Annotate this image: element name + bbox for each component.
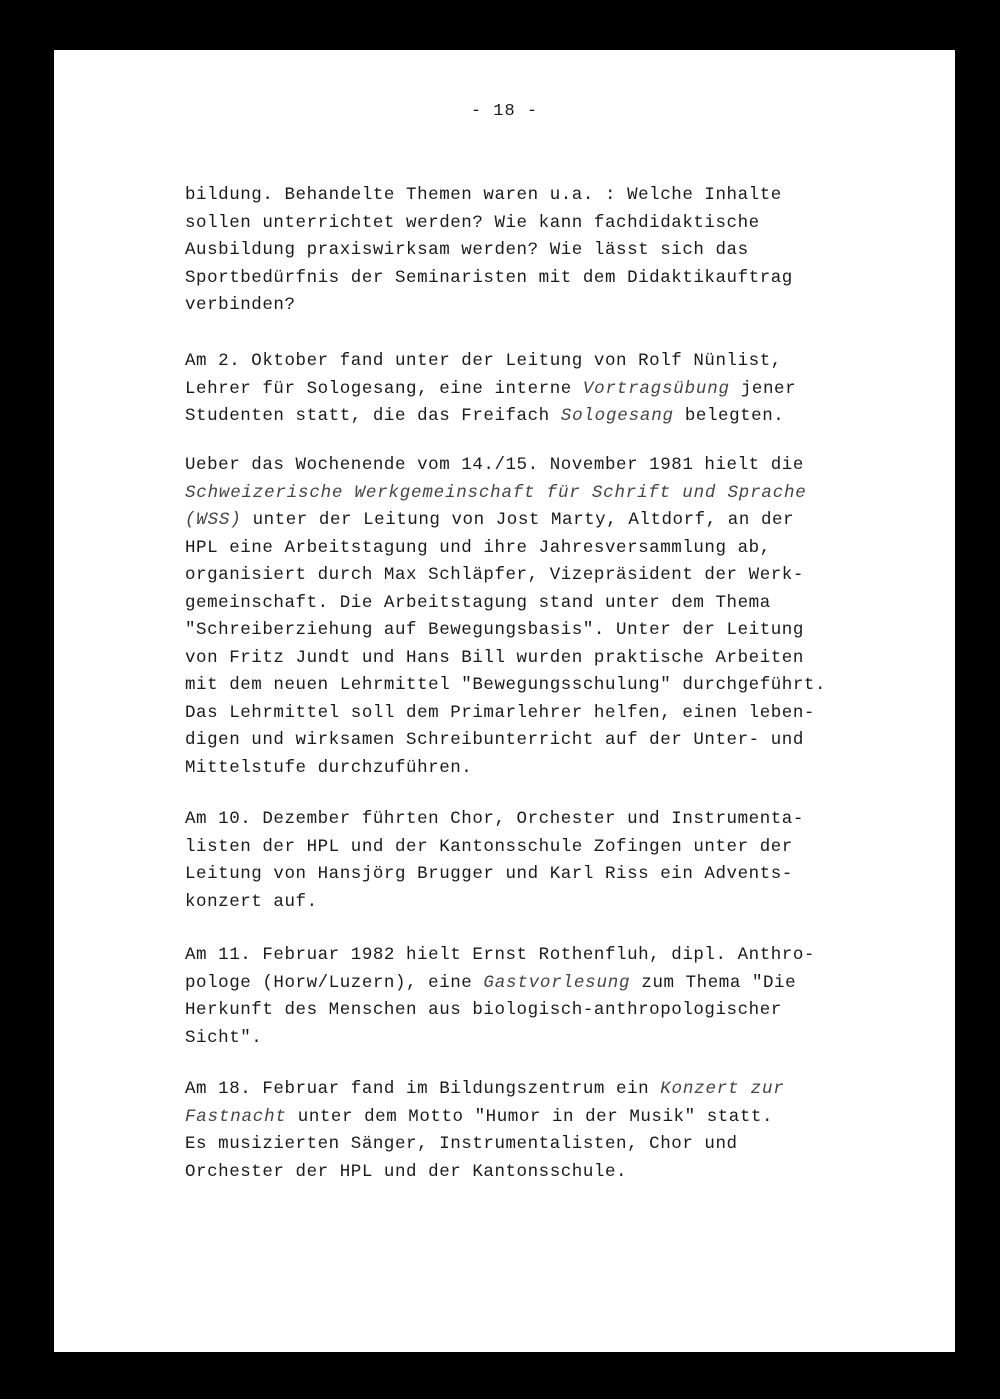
page-number: - 18 - [470,102,539,121]
text-line: listen der HPL und der Kantonsschule Zofingen unter der [185,836,793,857]
text-line [185,507,885,535]
text-fragment: zum Thema "Die [641,972,797,993]
paragraph-2 [185,348,885,431]
text-line: konzert auf. [185,891,318,912]
text-fragment: Studenten statt, die das Freifach [185,406,550,426]
text-line [185,403,885,431]
text-line: Ausbildung praxiswirksam werden? Wie lässt sich das [185,240,749,260]
text-line: "Schreiberziehung auf Bewegungsbasis". Unter der Leitung [185,620,804,640]
paragraph-1 [185,182,885,320]
text-fragment: Am 18. Februar fand im Bildungszentrum ein [185,1079,650,1099]
text-line [185,970,885,998]
text-line: Herkunft des Menschen aus biologisch-anthropologischer [185,1000,782,1020]
text-line: Es musizierten Sänger, Instrumentalisten, Chor und [185,1134,738,1154]
paragraph-6 [185,1076,885,1186]
text-line: gemeinschaft. Die Arbeitstagung stand unter dem Thema [185,592,771,613]
text-fragment: unter dem Motto "Humor in der Musik" statt. [297,1106,774,1127]
text-line: Mittelstufe durchzuführen. [185,757,473,778]
document-page [54,50,955,1352]
text-line: Leitung von Hansjörg Brugger und Karl Riss ein Advents- [185,864,793,884]
paragraph-5 [185,942,885,1052]
text-line: HPL eine Arbeitstagung und ihre Jahresversammlung ab, [185,537,771,558]
text-fragment: pologe (Horw/Luzern), eine [185,972,473,993]
italic-term: (WSS) [185,510,242,530]
text-fragment: Lehrer für Sologesang, eine interne [185,378,572,399]
text-fragment: unter der Leitung von Jost Marty, Altdorf, an der [252,510,795,530]
text-line: Am 2. Oktober fand unter der Leitung von Rolf Nünlist, [185,351,782,371]
text-line: Sportbedürfnis der Seminaristen mit dem Didaktikauftrag [185,267,793,288]
text-line [185,480,885,508]
text-fragment: belegten. [684,406,785,426]
text-line [185,1104,885,1132]
text-line [185,1076,885,1104]
text-line: bildung. Behandelte Themen waren u.a. : Welche Inhalte [185,185,782,205]
italic-term: Sologesang [560,406,674,426]
italic-term: Schweizerische Werkgemeinschaft für Schrift und Sprache [185,482,807,503]
text-line: Das Lehrmittel soll dem Primarlehrer helfen, einen leben- [185,702,815,723]
text-line: organisiert durch Max Schläpfer, Vizepräsident der Werk- [185,565,804,585]
text-line: digen und wirksamen Schreibunterricht auf der Unter- und [185,730,804,750]
text-line: sollen unterrichtet werden? Wie kann fachdidaktische [185,212,760,233]
text-line: Am 10. Dezember führten Chor, Orchester und Instrumenta- [185,809,804,829]
paragraph-3 [185,452,885,782]
italic-term: Gastvorlesung [483,972,631,993]
text-line [185,376,885,404]
text-line: verbinden? [185,295,296,315]
paragraph-4 [185,806,885,916]
text-line: Ueber das Wochenende vom 14./15. November 1981 hielt die [185,455,804,475]
text-line: Sicht". [185,1027,263,1048]
text-line: mit dem neuen Lehrmittel "Bewegungsschulung" durchgeführt. [185,675,826,695]
text-line: Am 11. Februar 1982 hielt Ernst Rothenfluh, dipl. Anthro- [185,945,815,965]
italic-term: Fastnacht [185,1106,287,1127]
text-fragment: jener [740,378,797,399]
italic-term: Konzert zur [660,1079,785,1099]
italic-term: Vortragsübung [582,378,730,399]
text-line: von Fritz Jundt und Hans Bill wurden praktische Arbeiten [185,647,804,668]
text-line: Orchester der HPL und der Kantonsschule. [185,1161,628,1182]
